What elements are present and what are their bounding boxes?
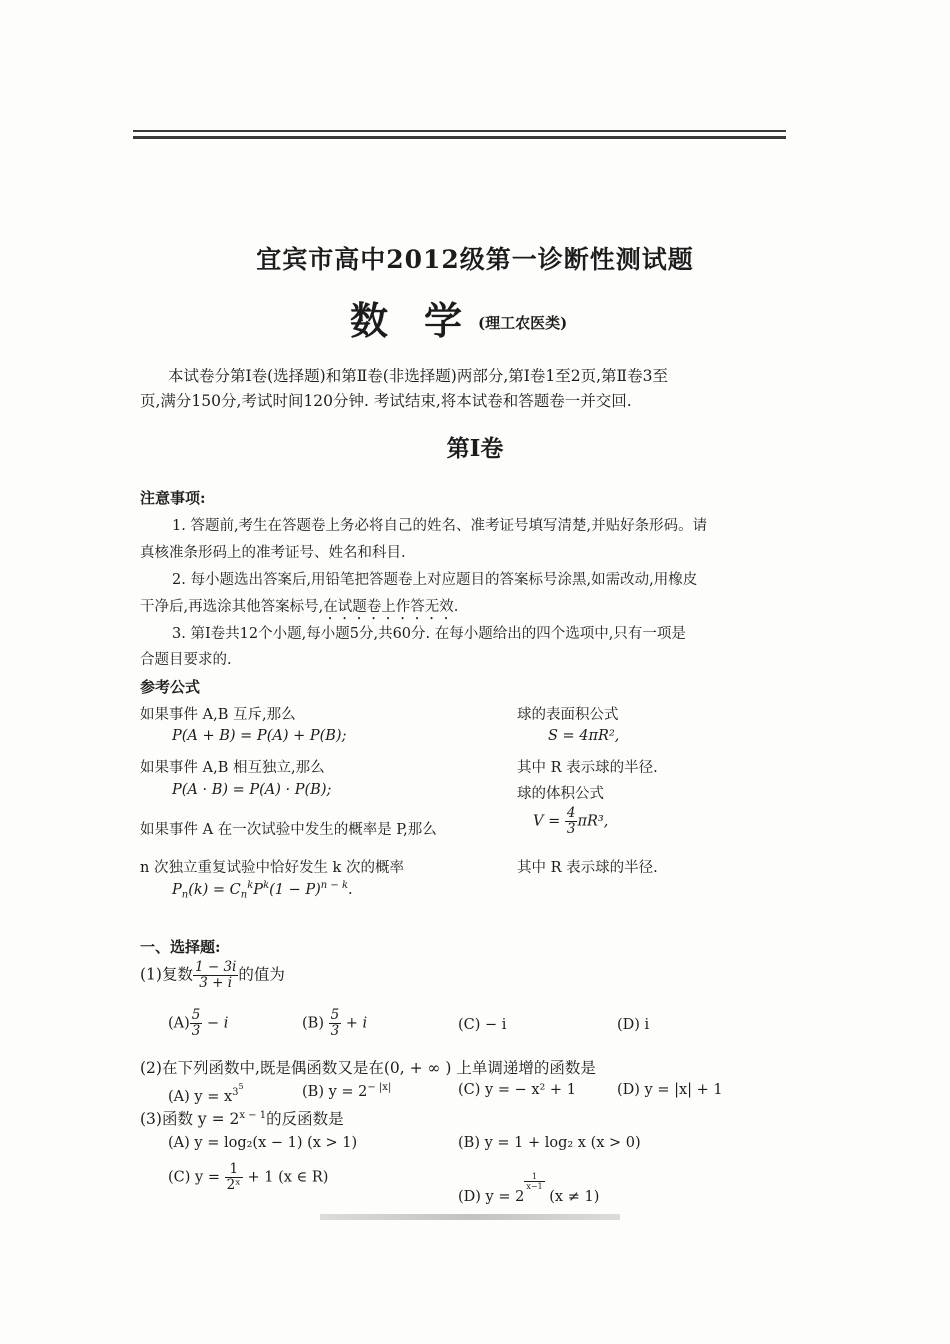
subject-category: (理工农医类) (478, 314, 568, 332)
notice-item-1-line-1: 1. 答题前,考生在答题卷上务必将自己的姓名、准考证号填写清楚,并贴好条形码。请 (172, 518, 708, 534)
formula-left-1: 如果事件 A,B 互斥,那么 (140, 707, 296, 723)
notice-heading: 注意事项: (140, 489, 206, 507)
question-1-option-d: (D) i (617, 1017, 650, 1033)
intro-line-2: 页,满分150分,考试时间120分钟. 考试结束,将本试卷和答题卷一并交回. (140, 392, 632, 410)
notice-item-2-line-2: 干净后,再选涂其他答案标号,在试题卷上作答无效. (140, 599, 459, 615)
part-one-title: 第Ⅰ卷 (446, 435, 504, 462)
intro-line-1: 本试卷分第Ⅰ卷(选择题)和第Ⅱ卷(非选择题)两部分,第Ⅰ卷1至2页,第Ⅱ卷3至 (168, 367, 668, 385)
question-2-option-c: (C) y = − x² + 1 (458, 1082, 576, 1098)
formula-right-1: 球的表面积公式 (517, 707, 619, 723)
formula-left-6: n 次独立重复试验中恰好发生 k 次的概率 (140, 860, 404, 876)
question-1-option-b: (B) $\frac{5}{3}$ + i (302, 1007, 368, 1039)
emphasis-text: 在试题卷上作答无效 (323, 599, 454, 615)
exam-title: 宜宾市高中2012级第一诊断性测试题 (256, 245, 694, 274)
question-1-option-a: (A) $\frac{5}{3}$ − i (168, 1007, 229, 1039)
question-3-option-d: (D) y = 2 $^{\frac{1}{x-1}}$ (x ≠ 1) (458, 1172, 600, 1205)
formula-left-3: 如果事件 A,B 相互独立,那么 (140, 760, 325, 776)
question-3-option-c: (C) y = $\frac{1}{\text{2ˣ}}$ + 1 (x ∈ R) (168, 1161, 329, 1193)
formula-left-7: $P_n(k) = C_n^kP^k(1 - P)^{n - k}$. (172, 880, 353, 901)
cropped-footer (320, 1214, 620, 1220)
formula-left-5: 如果事件 A 在一次试验中发生的概率是 P,那么 (140, 822, 437, 838)
formulas-heading: 参考公式 (140, 678, 201, 696)
question-1-option-c: (C) − i (458, 1017, 507, 1033)
question-2-option-a: (A) $y = x^{35}$ (168, 1082, 244, 1105)
question-2-option-b: (B) $y = 2^{- |x|}$ (302, 1082, 392, 1100)
formula-right-2: S = 4πR², (548, 728, 620, 744)
formula-right-4: 球的体积公式 (517, 786, 604, 802)
formula-right-3: 其中 R 表示球的半径. (517, 760, 658, 776)
question-3-option-b: (B) y = 1 + log₂ x (x > 0) (458, 1135, 641, 1151)
subject-title: 数学 (350, 298, 499, 343)
notice-item-3-line-1: 3. 第Ⅰ卷共12个小题,每小题5分,共60分. 在每小题给出的四个选项中,只有一项是 (172, 626, 686, 642)
question-2-option-d: (D) y = |x| + 1 (617, 1082, 723, 1098)
question-3-option-a: (A) y = log₂(x − 1) (x > 1) (168, 1135, 358, 1151)
question-2-stem: (2)在下列函数中,既是偶函数又是在(0, + ∞ ) 上单调递增的函数是 (140, 1059, 596, 1077)
top-rule-upper (133, 130, 786, 132)
top-rule-lower (133, 136, 786, 139)
notice-item-3-line-2: 合题目要求的. (140, 652, 232, 668)
formula-left-2: P(A + B) = P(A) + P(B); (172, 728, 347, 744)
formula-left-4: P(A · B) = P(A) · P(B); (172, 782, 332, 798)
formula-right-5: V = $\frac{4}{3}$ πR³, (533, 805, 609, 837)
question-3-stem: (3)函数 $y = 2^{x - 1}$的反函数是 (140, 1109, 344, 1128)
question-1-stem: (1)复数 $\frac{1 - 3i}{3 + i}$ 的值为 (140, 959, 285, 991)
notice-item-2-line-1: 2. 每小题选出答案后,用铅笔把答题卷上对应题目的答案标号涂黑,如需改动,用橡皮 (172, 572, 698, 588)
notice-item-1-line-2: 真核准条形码上的准考证号、姓名和科目. (140, 545, 406, 561)
formula-right-6: 其中 R 表示球的半径. (517, 860, 658, 876)
section-one-heading: 一、选择题: (140, 938, 221, 956)
